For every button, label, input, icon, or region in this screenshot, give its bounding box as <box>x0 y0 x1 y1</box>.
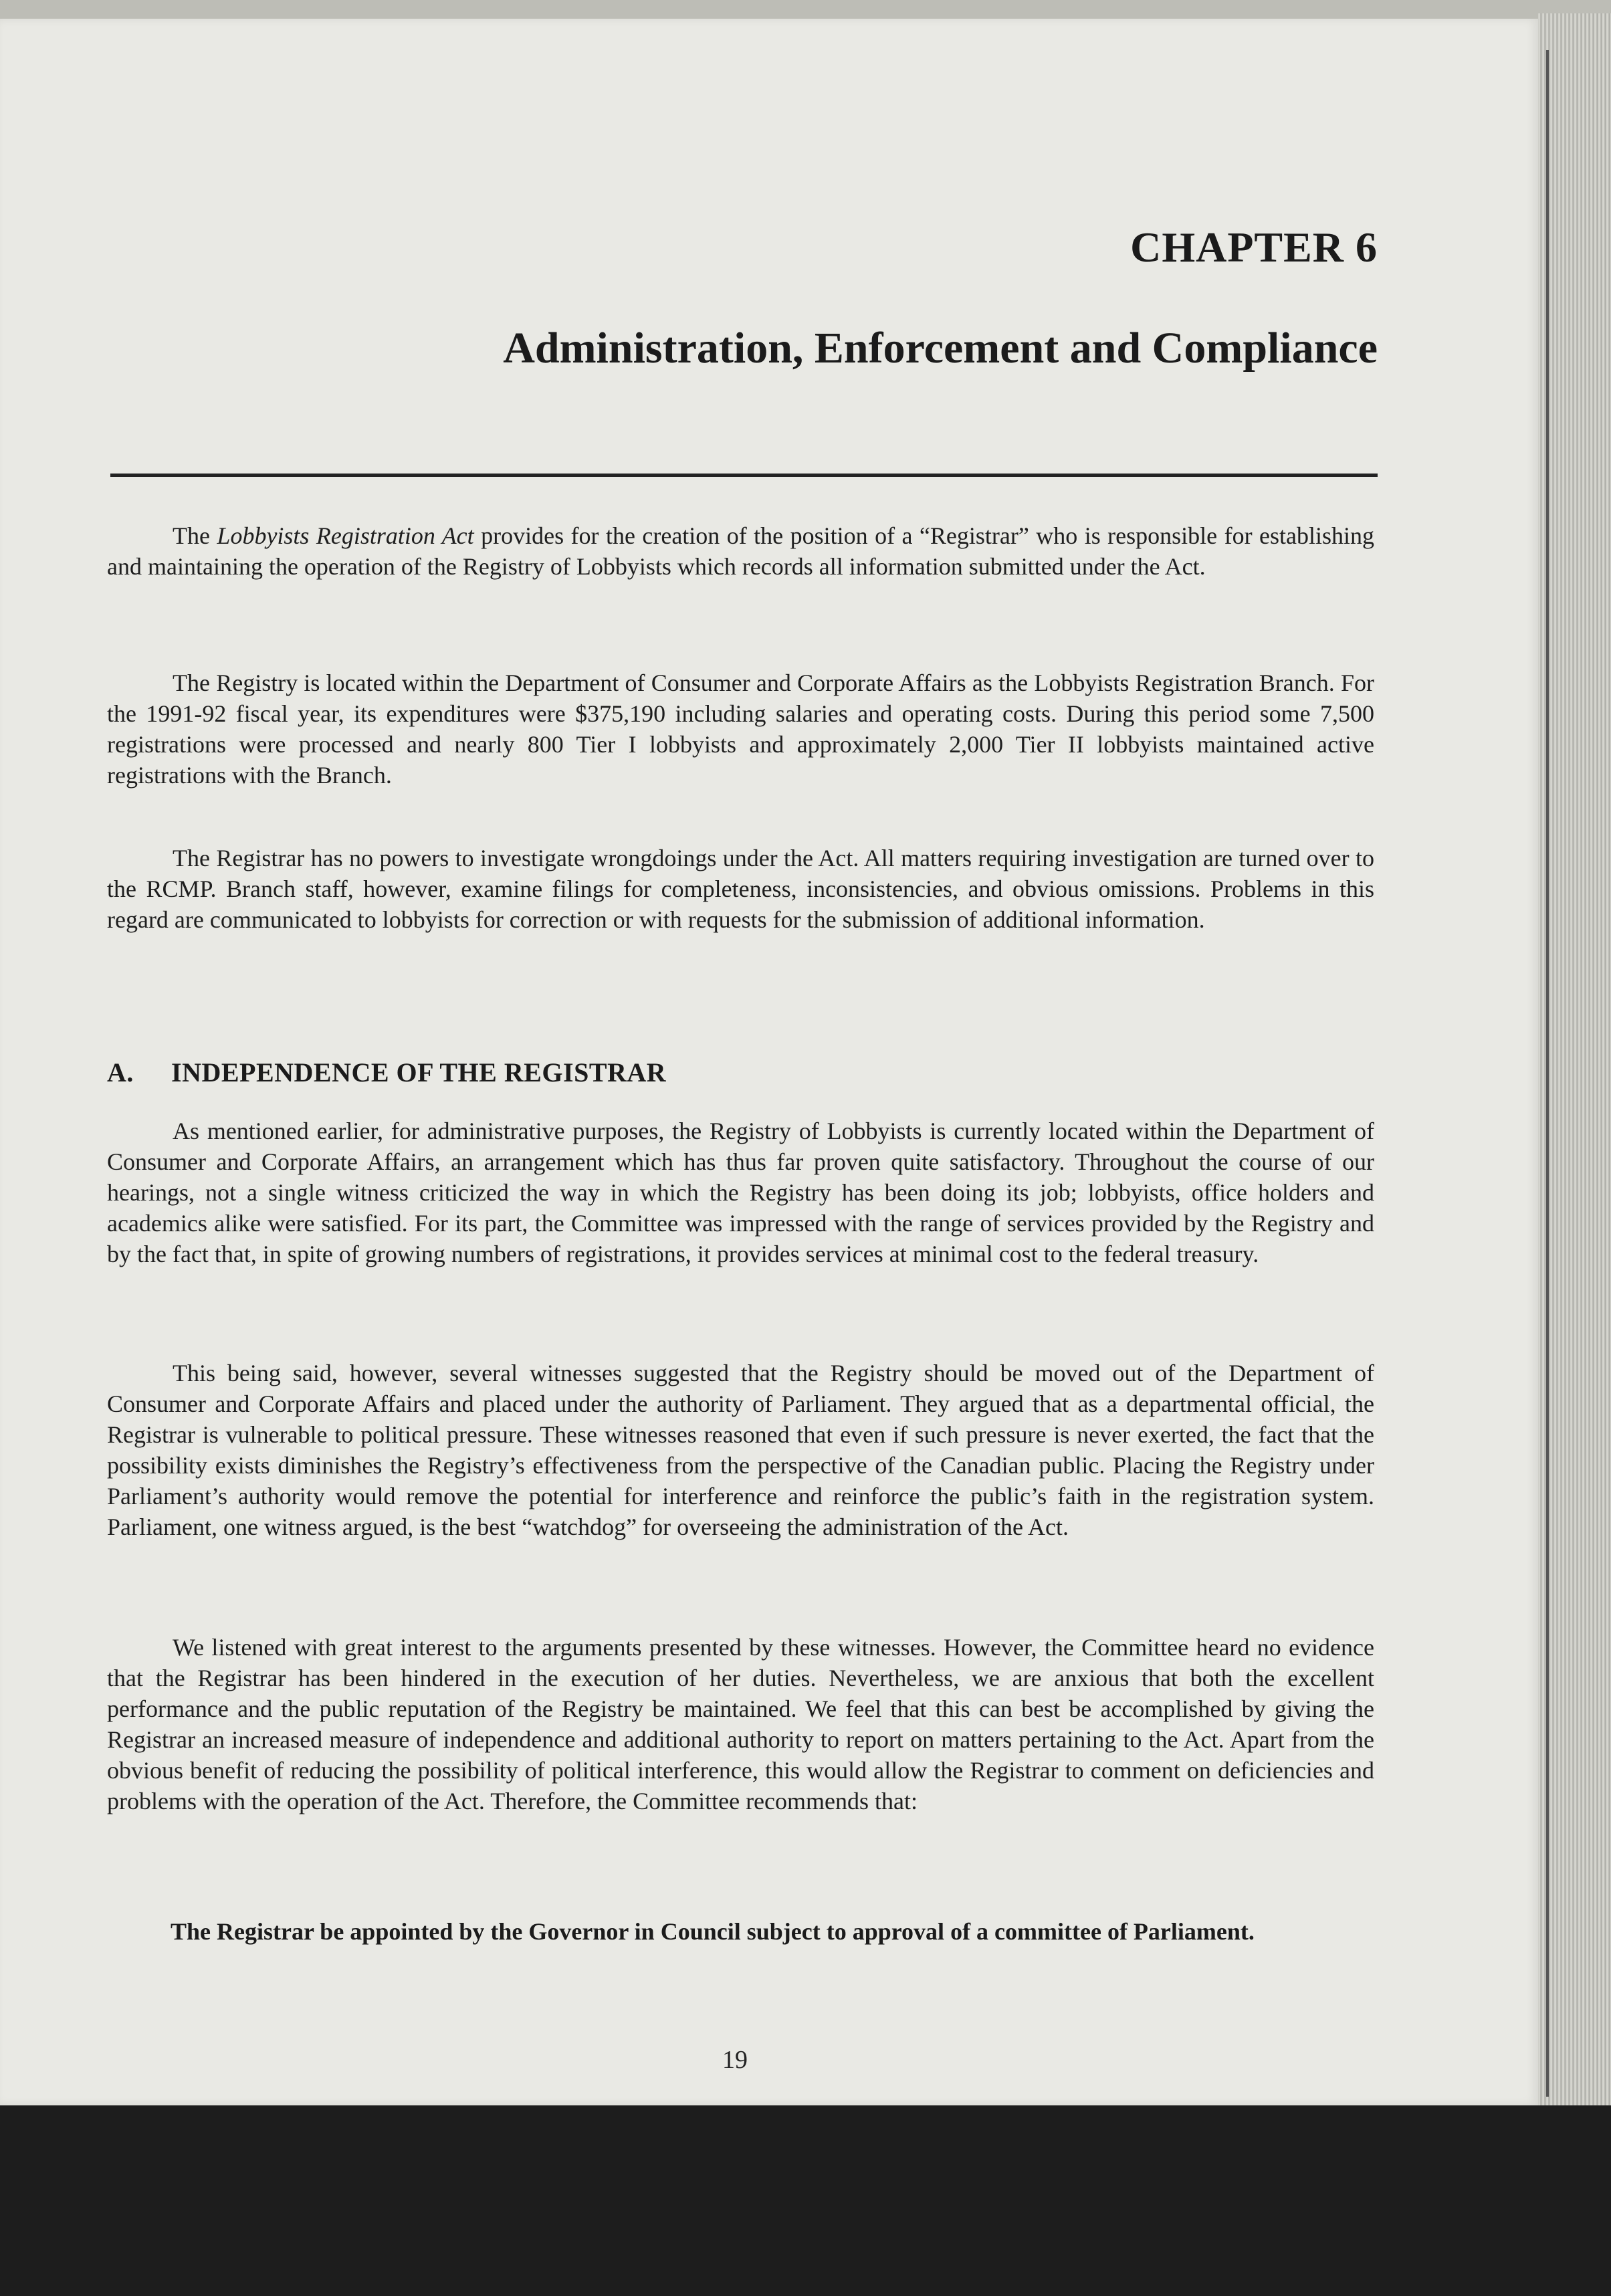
page-number: 19 <box>722 2046 748 2074</box>
intro-p3-text: The Registrar has no powers to investigate wrongdoings under the Act. All matters requiring investigation are turned over to the RCMP. Branch staff, however, examine filings for completeness, inconsistencies, and obvious omissions. Problems in this regard are communicated to lobbyists for correction or with requests for the submission of additional information. <box>107 845 1374 933</box>
intro-p1-rest: provides for the creation of the position of a “Registrar” who is responsible for establishing and maintaining the operation of the Registry of Lobbyists which records all information submitted under the Act. <box>107 522 1375 580</box>
title-divider <box>110 474 1378 477</box>
section-a-p3-text: We listened with great interest to the arguments presented by these witnesses. However, the Committee heard no evidence that the Registrar has been hindered in the execution of her duties. Nevertheless, we are anxious that both the excellent performance and the public reputation of the Registry be maintained. We feel that this can best be accomplished by giving the Registrar an increased measure of independence and additional authority to report on matters pertaining to the Act. Apart from the obvious benefit of reducing the possibility of political interference, this would allow the Registrar to comment on deficiencies and problems with the operation of the Act. Therefore, the Committee recommends that: <box>107 1634 1374 1814</box>
section-a-paragraph-2 <box>107 1358 1374 1542</box>
act-title-italic: Lobbyists Registration Act <box>217 522 474 549</box>
section-a-p2-text: This being said, however, several witnesses suggested that the Registry should be moved out of the Department of Consumer and Corporate Affairs and placed under the authority of Parliament. They argued that as a departmental official, the Registrar is vulnerable to political pressure. These witnesses reasoned that even if such pressure is never exerted, the fact that the possibility exists diminishes the Registry’s effectiveness from the perspective of the Canadian public. Placing the Registry under Parliament’s authority would remove the potential for interference and reinforce the public’s faith in the registration system. Parliament, one witness argued, is the best “watchdog” for overseeing the administration of the Act. <box>107 1360 1374 1540</box>
section-letter: A. <box>107 1057 134 1087</box>
section-a-paragraph-1 <box>107 1116 1374 1269</box>
section-a-p1-text: As mentioned earlier, for administrative purposes, the Registry of Lobbyists is currently located within the Department of Consumer and Corporate Affairs, an arrangement which has thus far proven quite satisfactory. Throughout the course of our hearings, not a single witness criticized the way in which the Registry has been doing its job; lobbyists, office holders and academics alike were satisfied. For its part, the Committee was impressed with the range of services provided by the Registry and by the fact that, in spite of growing numbers of registrations, it provides services at minimal cost to the federal treasury. <box>107 1118 1374 1267</box>
page-stack-edge <box>1538 13 1611 2296</box>
intro-paragraph-2 <box>107 667 1374 791</box>
intro-paragraph-3 <box>107 843 1374 935</box>
intro-p1-lead: The <box>173 522 217 549</box>
intro-paragraph-1 <box>107 520 1374 582</box>
recommendation: The Registrar be appointed by the Governor in Council subject to approval of a committee of Parliament. <box>171 1918 1255 1945</box>
page-spine-line <box>1546 50 1549 2097</box>
section-a-paragraph-3 <box>107 1632 1374 1816</box>
intro-p2-text: The Registry is located within the Department of Consumer and Corporate Affairs as the Lobbyists Registration Branch. For the 1991-92 fiscal year, its expenditures were $375,190 including salaries and operating costs. During this period some 7,500 registrations were processed and nearly 800 Tier I lobbyists and approximately 2,000 Tier II lobbyists maintained active registrations with the Branch. <box>107 669 1374 789</box>
chapter-title: Administration, Enforcement and Compliance <box>503 324 1378 373</box>
chapter-label: CHAPTER 6 <box>1130 223 1378 271</box>
section-title: INDEPENDENCE OF THE REGISTRAR <box>171 1057 667 1087</box>
scan-top-edge <box>0 0 1611 19</box>
document-page <box>0 19 1538 2105</box>
section-a-heading <box>107 1057 666 1088</box>
scan-bottom-edge <box>0 2105 1611 2296</box>
